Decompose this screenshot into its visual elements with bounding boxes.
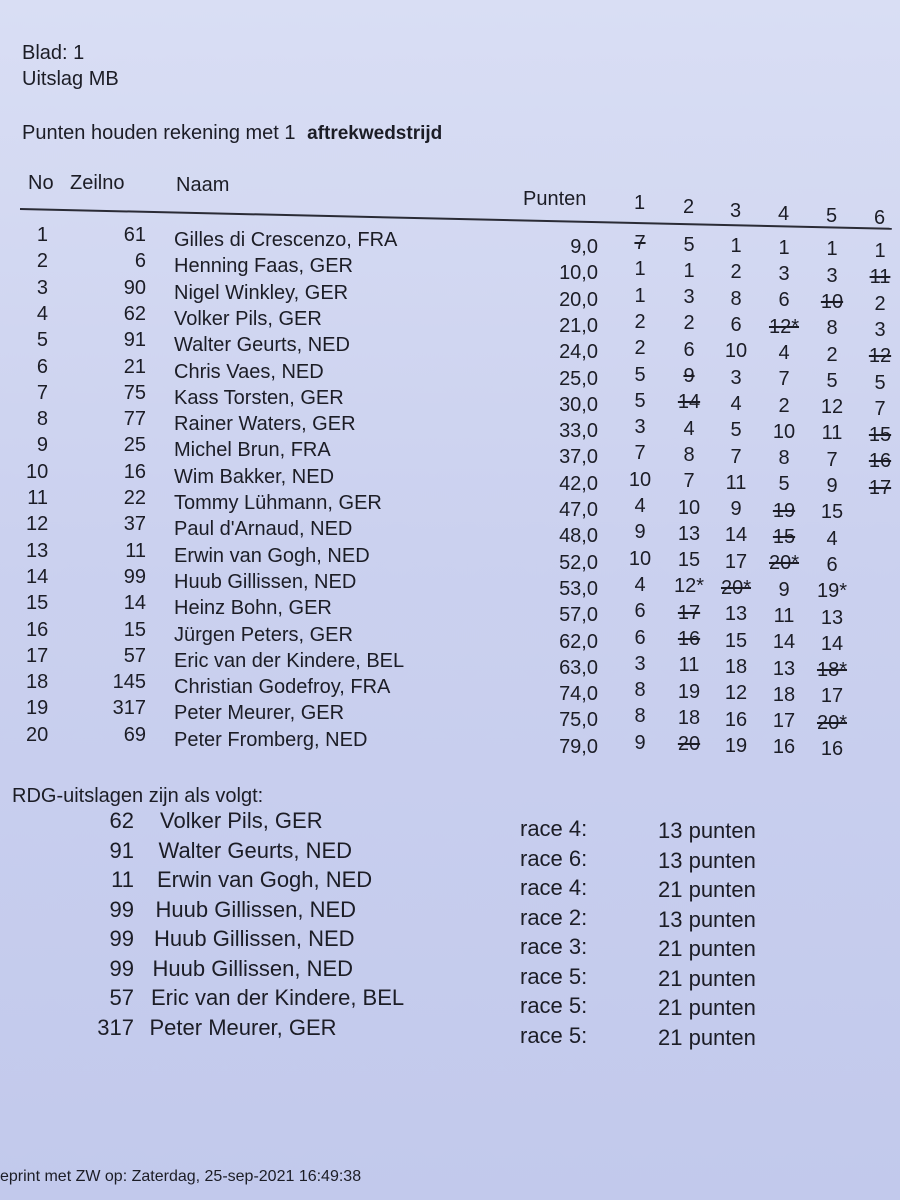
cell-naam: Tommy Lühmann, GER	[174, 492, 382, 514]
cell-race-3: 3	[730, 366, 742, 389]
rdg-race: race 4:	[520, 875, 588, 900]
cell-race-2: 11	[678, 654, 700, 677]
cell-race-2: 16	[677, 628, 701, 651]
cell-no: 16	[26, 618, 49, 641]
cell-race-6: 11	[869, 266, 891, 289]
cell-no: 9	[36, 434, 48, 457]
cell-race-3: 10	[724, 340, 748, 363]
sheet-number: Blad: 1	[22, 42, 85, 64]
rdg-naam: Walter Geurts, NED	[158, 837, 353, 863]
rdg-punten: 13 punten	[658, 818, 756, 843]
cell-no: 20	[26, 723, 49, 746]
cell-race-3: 7	[730, 445, 742, 468]
cell-race-5: 19*	[816, 580, 848, 603]
cell-race-2: 8	[683, 443, 695, 466]
cell-race-3: 20*	[720, 577, 752, 600]
cell-race-1: 1	[634, 258, 646, 281]
cell-zeilno: 14	[123, 592, 146, 615]
cell-race-2: 14	[677, 391, 701, 414]
cell-punten: 63,0	[559, 656, 598, 679]
cell-naam: Volker Pils, GER	[174, 307, 322, 330]
cell-race-2: 2	[683, 312, 695, 335]
rdg-race: race 5:	[520, 963, 588, 989]
cell-race-1: 8	[634, 705, 646, 728]
document-title: Uitslag MB	[22, 68, 119, 90]
cell-naam: Michel Brun, FRA	[174, 439, 331, 462]
cell-race-2: 10	[677, 496, 701, 519]
cell-race-2: 3	[683, 286, 695, 309]
table-row	[0, 618, 900, 655]
cell-race-3: 11	[725, 471, 747, 494]
race-header-1: 1	[634, 192, 646, 214]
rdg-zeilno: 99	[109, 926, 134, 951]
rdg-zeilno: 99	[109, 955, 134, 981]
table-row	[0, 565, 900, 603]
cell-race-1: 7	[634, 232, 646, 254]
cell-naam: Wim Bakker, NED	[174, 465, 335, 488]
cell-naam: Kass Torsten, GER	[174, 386, 344, 409]
cell-punten: 20,0	[559, 288, 598, 311]
cell-no: 1	[36, 224, 48, 246]
cell-punten: 10,0	[559, 262, 598, 285]
table-row	[0, 723, 900, 761]
cell-naam: Paul d'Arnaud, NED	[174, 518, 353, 541]
cell-zeilno: 69	[123, 723, 146, 746]
table-row	[0, 329, 900, 368]
rdg-punten: 13 punten	[658, 847, 756, 873]
cell-punten: 24,0	[559, 341, 598, 364]
cell-race-4: 20*	[768, 552, 800, 575]
race-header-4: 4	[778, 203, 790, 225]
cell-race-1: 10	[628, 547, 652, 570]
cell-no: 10	[26, 460, 49, 483]
cell-race-5: 10	[820, 290, 844, 313]
cell-race-5: 1	[826, 238, 838, 261]
rdg-zeilno: 11	[111, 867, 134, 892]
cell-zeilno: 57	[123, 644, 146, 667]
cell-race-3: 9	[730, 498, 742, 521]
table-row	[0, 381, 900, 420]
cell-race-5: 12	[820, 396, 844, 419]
cell-naam: Eric van der Kindere, BEL	[174, 649, 405, 672]
cell-race-4: 17	[772, 710, 796, 733]
cell-race-4: 18	[772, 683, 796, 706]
table-row	[0, 671, 900, 708]
cell-race-1: 5	[634, 363, 646, 386]
cell-race-1: 3	[634, 416, 646, 439]
cell-race-2: 6	[683, 338, 695, 361]
rdg-race: race 3:	[520, 934, 588, 959]
cell-race-4: 12*	[768, 315, 800, 338]
cell-naam: Gilles di Crescenzo, FRA	[174, 229, 398, 251]
cell-race-3: 1	[730, 235, 742, 258]
cell-zeilno: 16	[123, 460, 146, 483]
cell-race-5: 3	[826, 264, 838, 287]
rdg-zeilno: 99	[109, 896, 134, 922]
race-header-5: 5	[826, 205, 838, 227]
rdg-punten: 21 punten	[658, 965, 756, 991]
cell-race-6: 5	[874, 371, 886, 394]
table-row	[0, 592, 900, 629]
cell-zeilno: 37	[123, 513, 146, 536]
cell-race-3: 2	[730, 261, 742, 284]
cell-race-3: 4	[730, 392, 742, 415]
cell-zeilno: 77	[123, 408, 146, 431]
cell-race-3: 14	[724, 524, 748, 547]
cell-race-3: 19	[724, 734, 748, 757]
cell-race-2: 19	[677, 680, 701, 703]
cell-race-3: 13	[724, 603, 748, 626]
rdg-punten: 21 punten	[658, 995, 756, 1020]
cell-race-6: 1	[874, 240, 886, 262]
cell-naam: Henning Faas, GER	[174, 255, 353, 278]
cell-race-4: 15	[772, 526, 796, 549]
scoring-note	[22, 122, 442, 145]
cell-race-3: 15	[724, 629, 748, 652]
cell-zeilno: 15	[123, 618, 146, 641]
cell-no: 3	[36, 276, 48, 299]
cell-race-4: 7	[778, 368, 790, 391]
rdg-entry	[0, 867, 900, 902]
cell-race-6: 3	[874, 318, 886, 341]
cell-race-5: 7	[826, 448, 838, 471]
race-header-6: 6	[874, 207, 886, 229]
cell-no: 15	[26, 592, 49, 615]
cell-naam: Huub Gillissen, NED	[174, 570, 357, 593]
cell-race-4: 2	[778, 394, 790, 417]
col-header-punten: Punten	[523, 188, 587, 210]
cell-zeilno: 25	[123, 434, 146, 457]
cell-race-3: 18	[724, 655, 748, 678]
cell-punten: 47,0	[559, 499, 598, 521]
cell-punten: 57,0	[559, 604, 598, 627]
cell-race-5: 4	[826, 527, 838, 550]
cell-race-4: 9	[778, 578, 790, 601]
cell-race-5: 17	[820, 685, 844, 708]
cell-race-5: 5	[826, 369, 838, 392]
rdg-race: race 5:	[520, 993, 588, 1018]
cell-race-4: 11	[773, 604, 795, 627]
cell-race-2: 1	[683, 259, 695, 282]
table-row	[0, 513, 900, 550]
cell-race-1: 4	[634, 495, 646, 517]
rdg-entry	[0, 926, 900, 961]
print-footer: eprint met ZW op: Zaterdag, 25-sep-2021 16:49:38	[0, 1168, 362, 1185]
cell-no: 4	[36, 302, 48, 325]
rdg-zeilno: 62	[109, 808, 134, 833]
cell-race-1: 9	[634, 731, 646, 754]
rdg-naam: Volker Pils, GER	[160, 808, 323, 833]
cell-naam: Peter Meurer, GER	[174, 702, 345, 725]
rdg-heading: RDG-uitslagen zijn als volgt:	[12, 785, 264, 807]
race-header-3: 3	[730, 200, 742, 222]
cell-punten: 21,0	[559, 314, 598, 337]
cell-no: 17	[26, 644, 49, 667]
cell-no: 6	[36, 355, 48, 378]
cell-race-4: 6	[778, 289, 790, 312]
cell-race-3: 5	[730, 419, 742, 442]
cell-race-4: 4	[778, 341, 790, 364]
cell-punten: 30,0	[559, 393, 598, 416]
cell-race-5: 11	[821, 422, 843, 445]
cell-race-5: 8	[826, 317, 838, 340]
cell-race-5: 14	[820, 632, 844, 655]
cell-race-5: 18*	[816, 659, 848, 682]
rdg-zeilno: 91	[109, 837, 134, 863]
cell-no: 8	[36, 408, 48, 431]
cell-race-1: 1	[634, 284, 646, 307]
rdg-race: race 5:	[520, 1022, 588, 1048]
cell-naam: Walter Geurts, NED	[174, 334, 350, 357]
rdg-naam: Eric van der Kindere, BEL	[151, 985, 405, 1010]
rdg-entry	[0, 896, 900, 932]
cell-race-6: 7	[874, 397, 886, 420]
cell-no: 19	[26, 697, 49, 720]
cell-race-5: 15	[820, 501, 844, 524]
cell-race-4: 3	[778, 263, 790, 286]
cell-race-2: 12*	[673, 575, 705, 598]
cell-race-5: 9	[826, 475, 838, 498]
cell-naam: Peter Fromberg, NED	[174, 728, 368, 751]
cell-zeilno: 145	[112, 671, 146, 694]
col-header-naam: Naam	[176, 174, 230, 196]
rdg-punten: 21 punten	[658, 936, 756, 961]
cell-race-2: 20	[677, 733, 701, 756]
cell-race-1: 10	[628, 468, 652, 491]
cell-naam: Nigel Winkley, GER	[174, 281, 349, 304]
cell-zeilno: 21	[123, 355, 146, 378]
cell-naam: Jürgen Peters, GER	[174, 623, 353, 646]
rdg-punten: 21 punten	[658, 877, 756, 902]
cell-race-1: 4	[634, 573, 646, 596]
cell-race-6: 16	[868, 450, 892, 473]
cell-zeilno: 91	[123, 329, 146, 352]
cell-race-5: 13	[820, 606, 844, 629]
rdg-punten: 13 punten	[658, 906, 756, 932]
cell-zeilno: 11	[125, 539, 146, 562]
cell-zeilno: 90	[123, 276, 146, 299]
rdg-entry	[0, 985, 900, 1020]
rdg-entry	[0, 808, 900, 843]
cell-race-4: 5	[778, 473, 790, 496]
cell-race-6: 2	[874, 292, 886, 315]
cell-no: 12	[26, 513, 49, 536]
table-row	[0, 644, 900, 682]
table-row	[0, 487, 900, 524]
cell-race-6: 17	[868, 476, 892, 499]
cell-race-1: 2	[634, 337, 646, 360]
rdg-naam: Erwin van Gogh, NED	[157, 867, 373, 892]
cell-race-2: 9	[683, 365, 695, 388]
table-row	[0, 697, 900, 734]
cell-naam: Christian Godefroy, FRA	[174, 676, 391, 699]
scoring-note-bold: aftrekwedstrijd	[307, 123, 443, 144]
cell-race-3: 12	[724, 682, 748, 705]
cell-race-4: 14	[772, 631, 796, 654]
cell-race-3: 16	[724, 708, 748, 731]
cell-race-2: 4	[683, 417, 695, 440]
cell-punten: 74,0	[559, 683, 598, 706]
cell-race-6: 15	[868, 424, 892, 447]
cell-punten: 75,0	[559, 709, 598, 732]
cell-zeilno: 317	[112, 697, 146, 720]
cell-race-1: 9	[634, 521, 646, 544]
rdg-entry	[0, 955, 900, 991]
cell-race-4: 1	[778, 236, 790, 259]
cell-no: 14	[26, 565, 49, 588]
cell-race-4: 13	[772, 657, 796, 680]
cell-race-4: 19	[772, 499, 796, 522]
cell-race-2: 15	[677, 549, 701, 572]
cell-naam: Erwin van Gogh, NED	[174, 544, 370, 567]
cell-race-2: 7	[683, 470, 695, 493]
cell-race-1: 2	[634, 310, 646, 333]
cell-naam: Rainer Waters, GER	[174, 413, 356, 436]
col-header-zeilno: Zeilno	[70, 172, 125, 194]
cell-race-1: 6	[634, 626, 646, 649]
cell-punten: 25,0	[559, 367, 598, 390]
rdg-zeilno: 57	[109, 985, 134, 1010]
cell-punten: 37,0	[559, 446, 598, 469]
cell-punten: 42,0	[559, 472, 598, 495]
cell-race-2: 5	[683, 233, 695, 256]
cell-race-5: 2	[826, 343, 838, 366]
table-row	[0, 355, 900, 394]
table-row	[0, 539, 900, 576]
cell-race-1: 3	[634, 652, 646, 675]
cell-punten: 79,0	[559, 735, 598, 758]
cell-race-6: 12	[868, 345, 892, 368]
cell-race-5: 6	[826, 553, 838, 576]
cell-race-3: 8	[730, 287, 742, 310]
scoring-note-text: Punten houden rekening met 1	[22, 122, 296, 144]
cell-punten: 62,0	[559, 630, 598, 653]
cell-race-2: 17	[677, 601, 701, 624]
rdg-naam: Peter Meurer, GER	[149, 1014, 337, 1040]
cell-race-5: 20*	[816, 711, 848, 734]
cell-race-2: 18	[677, 706, 701, 729]
cell-naam: Heinz Bohn, GER	[174, 597, 332, 620]
cell-race-1: 6	[634, 600, 646, 623]
cell-zeilno: 61	[123, 224, 146, 246]
cell-punten: 9,0	[570, 236, 598, 258]
cell-punten: 52,0	[559, 551, 598, 574]
cell-race-4: 8	[778, 447, 790, 470]
rdg-zeilno: 317	[97, 1014, 134, 1040]
cell-race-3: 6	[730, 314, 742, 337]
rdg-race: race 6:	[520, 845, 588, 871]
rdg-race: race 4:	[520, 816, 588, 841]
cell-no: 13	[26, 539, 49, 562]
cell-race-1: 8	[634, 679, 646, 702]
cell-zeilno: 6	[134, 250, 146, 273]
cell-race-4: 16	[772, 736, 796, 759]
cell-race-5: 16	[820, 738, 844, 761]
rdg-entry	[0, 1014, 900, 1050]
cell-race-4: 10	[772, 420, 796, 443]
col-header-no: No	[28, 172, 54, 194]
cell-no: 18	[26, 671, 49, 694]
cell-no: 2	[36, 250, 48, 273]
cell-no: 11	[27, 487, 48, 509]
cell-zeilno: 22	[123, 487, 146, 509]
cell-zeilno: 62	[123, 302, 146, 325]
cell-no: 5	[36, 329, 48, 352]
cell-race-3: 17	[724, 550, 748, 573]
rdg-entry	[0, 837, 900, 873]
race-header-2: 2	[683, 196, 695, 218]
rdg-punten: 21 punten	[658, 1024, 756, 1050]
cell-zeilno: 99	[123, 565, 146, 588]
cell-zeilno: 75	[123, 381, 146, 404]
table-row	[0, 224, 900, 262]
rdg-naam: Huub Gillissen, NED	[154, 926, 355, 951]
cell-no: 7	[36, 381, 48, 404]
cell-naam: Chris Vaes, NED	[174, 360, 324, 383]
cell-race-1: 7	[634, 442, 646, 465]
cell-race-2: 13	[677, 522, 701, 545]
cell-punten: 33,0	[559, 420, 598, 443]
cell-punten: 53,0	[559, 577, 598, 600]
rdg-naam: Huub Gillissen, NED	[152, 955, 354, 981]
cell-race-1: 5	[634, 389, 646, 412]
rdg-race: race 2:	[520, 904, 588, 930]
rdg-naam: Huub Gillissen, NED	[155, 896, 357, 922]
cell-punten: 48,0	[559, 525, 598, 548]
